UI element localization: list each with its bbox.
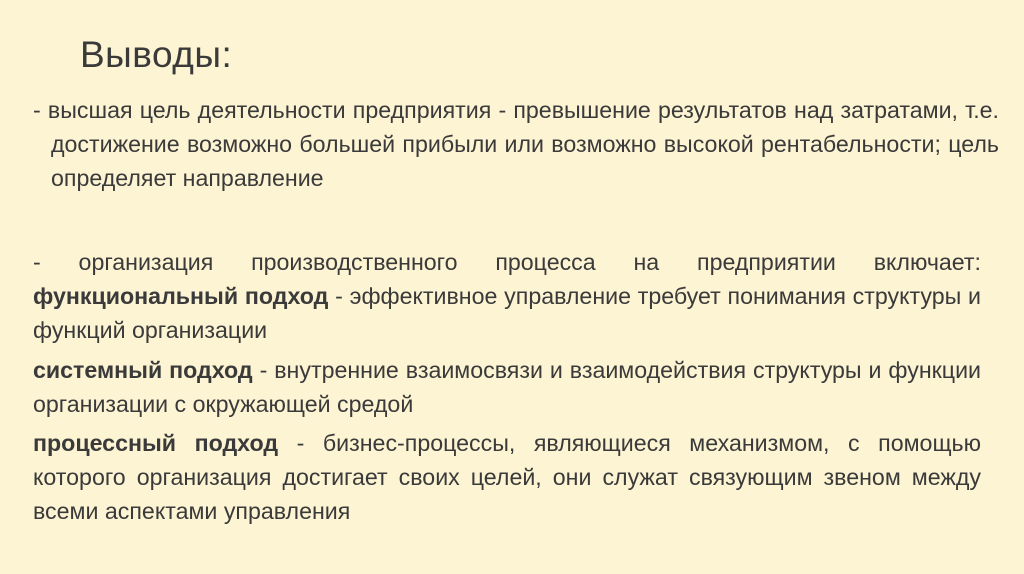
process-approach-term: процессный подход (33, 430, 279, 456)
conclusion-paragraph-3 (33, 353, 981, 421)
conclusion-paragraph-4 (33, 426, 981, 528)
system-approach-term: системный подход (33, 357, 253, 383)
slide-title: Выводы: (80, 34, 233, 75)
system-approach-text: - внутренние взаимосвязи и взаимодействия структуры и функции организации с окружающей средой (33, 357, 981, 417)
functional-approach-term: функциональный подход (33, 283, 329, 309)
conclusion-paragraph-1 (33, 93, 999, 195)
process-approach-text: - бизнес-процессы, являющиеся механизмом, с помощью которого организация достигает своих целей, они служат связующим звеном между всеми аспектами управления (33, 430, 981, 524)
functional-approach-text: - эффективное управление требует понимания структуры и функций организации (33, 283, 981, 343)
paragraph-1-text: - высшая цель деятельности предприятия - превышение результатов над затратами, т.е. достижение возможно большей прибыли или возможно высокой рентабельности; цель определяет направление (33, 97, 999, 191)
paragraph-2-prefix: - организация производственного процесса на предприятии включает: (33, 249, 981, 275)
conclusion-paragraph-2 (33, 245, 981, 347)
